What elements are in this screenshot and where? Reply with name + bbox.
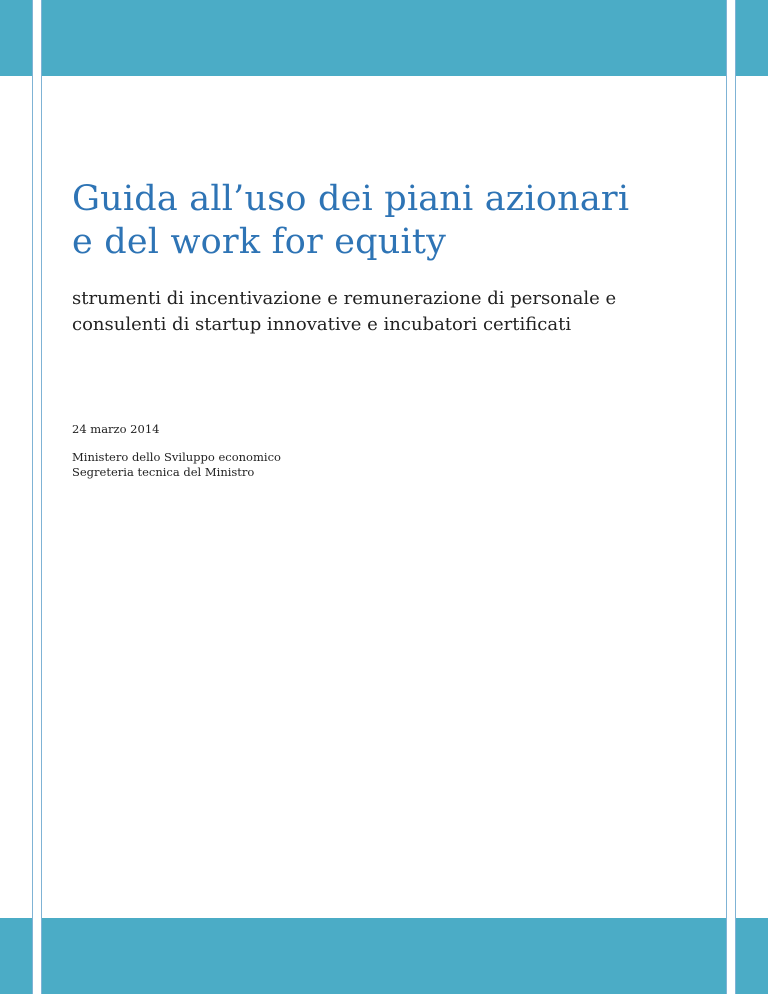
document-date: 24 marzo 2014 bbox=[72, 422, 160, 436]
subtitle-line-1: strumenti di incentivazione e remunerazione di personale e bbox=[72, 288, 617, 309]
top-band-right bbox=[736, 0, 768, 76]
organization-line-1: Ministero dello Sviluppo economico bbox=[72, 450, 281, 464]
right-inner-border-line bbox=[726, 0, 727, 994]
left-inner-border-line bbox=[41, 0, 42, 994]
title-line-1: Guida all’uso dei piani azionari bbox=[72, 179, 630, 219]
bottom-band-left bbox=[0, 918, 32, 994]
left-border-line bbox=[32, 0, 33, 994]
document-subtitle bbox=[72, 286, 712, 338]
top-band-left bbox=[0, 0, 32, 76]
document-title bbox=[72, 178, 712, 264]
bottom-band-right bbox=[736, 918, 768, 994]
title-line-2: e del work for equity bbox=[72, 222, 447, 262]
bottom-band bbox=[42, 918, 726, 994]
subtitle-line-2: consulenti di startup innovative e incubatori certificati bbox=[72, 314, 572, 335]
organization bbox=[72, 450, 281, 480]
top-band bbox=[42, 0, 726, 76]
right-border-line bbox=[735, 0, 736, 994]
organization-line-2: Segreteria tecnica del Ministro bbox=[72, 465, 255, 479]
